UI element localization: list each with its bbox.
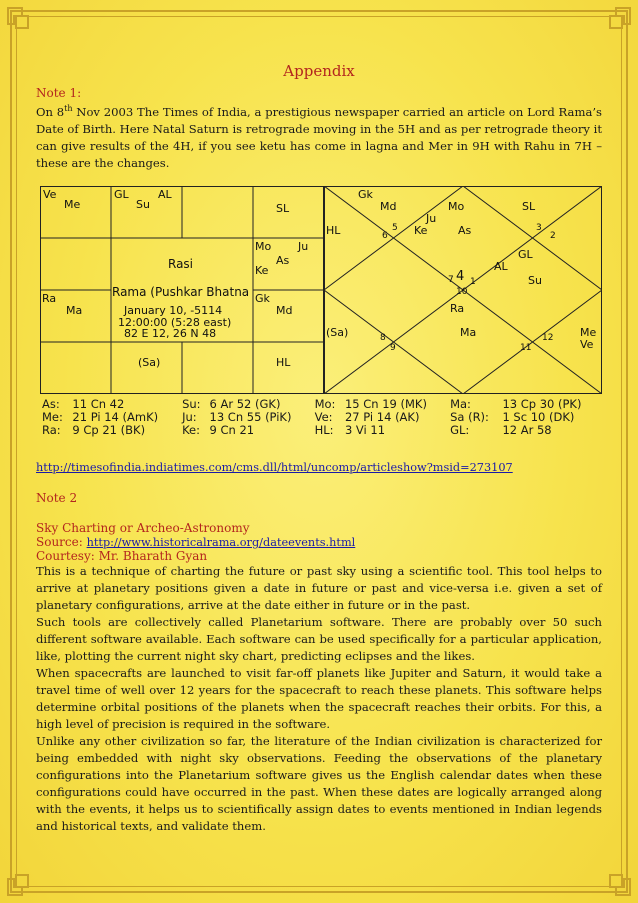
note2-subtitle: Sky Charting or Archeo-Astronomy: [36, 520, 250, 535]
knot-ornament-icon: [2, 861, 42, 901]
table-cell: 9 Cn 21: [209, 422, 255, 437]
main-content: [36, 62, 602, 835]
table-cell: 13 Cp 30 (PK): [502, 396, 582, 411]
knot-ornament-icon: [596, 2, 636, 42]
note2-paragraph-1: This is a technique of charting the future or past sky using a scientific tool. This tool helps to arrive at planetary positions given a date in future or past and vice-versa i.e. given a set of planetary configurations, arrive at the date either in future or in the past.: [36, 563, 602, 612]
table-cell: Sa (R):: [450, 409, 489, 424]
north-house-2: 2: [550, 230, 556, 241]
rasi-sa: (Sa): [138, 355, 161, 369]
table-cell: 9 Cp 21 (BK): [72, 422, 146, 437]
rasi-md: Md: [276, 303, 293, 317]
knot-ornament-icon: [2, 2, 42, 42]
north-ju: Ju: [426, 211, 437, 225]
table-cell: 3 Vi 11: [344, 422, 386, 437]
north-su: Su: [528, 273, 542, 287]
table-cell: 12 Ar 58: [502, 422, 552, 437]
north-house-1: 1: [470, 276, 476, 287]
rasi-gl: GL: [114, 187, 129, 201]
north-house-12: 12: [542, 332, 554, 343]
table-cell: Ve:: [314, 409, 333, 424]
north-house-6: 6: [382, 230, 388, 241]
rasi-gk: Gk: [255, 291, 270, 305]
table-cell: 15 Cn 19 (MK): [344, 396, 427, 411]
north-gl: GL: [518, 247, 533, 261]
rasi-ra: Ra: [42, 291, 57, 305]
north-ma: Ma: [460, 325, 477, 339]
note1-paragraph: [36, 100, 602, 172]
north-house-3: 3: [536, 222, 542, 233]
times-of-india-link[interactable]: http://timesofindia.indiatimes.com/cms.dll/html/uncomp/articleshow?msid=273107: [36, 460, 513, 474]
planet-positions-table: [40, 398, 602, 437]
courtesy-line: Courtesy: Mr. Bharath Gyan: [36, 548, 208, 563]
table-cell: 27 Pi 14 (AK): [344, 409, 420, 424]
rasi-mo: Mo: [255, 239, 272, 253]
rasi-center-time: 12:00:00 (5:28 east): [118, 315, 232, 329]
note1-superscript: th: [64, 104, 73, 113]
rasi-ve: Ve: [43, 187, 57, 201]
north-gk: Gk: [358, 187, 373, 201]
note1-label: Note 1:: [36, 86, 82, 100]
table-cell: 6 Ar 52 (GK): [209, 396, 281, 411]
rasi-sl: SL: [276, 201, 290, 215]
source-line: [36, 535, 602, 549]
rasi-chart: [40, 186, 324, 394]
rasi-me: Me: [64, 197, 81, 211]
rasi-as: As: [276, 253, 290, 267]
north-md: Md: [380, 199, 397, 213]
north-me: Me: [580, 325, 597, 339]
north-ve: Ve: [580, 337, 594, 351]
rasi-center-title: Rasi: [168, 256, 194, 271]
north-mo: Mo: [448, 199, 465, 213]
north-ke: Ke: [414, 223, 428, 237]
table-cell: As:: [42, 396, 60, 411]
table-cell: Me:: [42, 409, 63, 424]
north-al: AL: [494, 259, 508, 273]
north-house-11: 11: [520, 342, 532, 353]
table-cell: Ma:: [450, 396, 471, 411]
knot-ornament-icon: [596, 861, 636, 901]
note2-paragraph-3: When spacecrafts are launched to visit far-off planets like Jupiter and Saturn, it would take a travel time of well over 12 years for the spacecraft to reach these planets. This software helps determine orbital positions of the planets when the spacecraft reaches their orbits. For this, a high level of precision is required in the software.: [36, 665, 602, 731]
north-house-10: 10: [456, 286, 468, 297]
table-cell: Ju:: [182, 409, 197, 424]
rasi-center-date: January 10, -5114: [124, 303, 223, 317]
source-label: Source:: [36, 534, 87, 549]
north-house-9: 9: [390, 342, 396, 353]
note1-text-rest: Nov 2003 The Times of India, a prestigious newspaper carried an article on Lord Rama’s Date of Birth. Here Natal Saturn is retrograde moving in the 5H and as per retrograde theory it can give results of the 4H, if you see ketu has come in lagna and Mer in 9H with Rahu in 7H – these are the changes.: [36, 104, 602, 170]
rasi-hl: HL: [276, 355, 291, 369]
rasi-ma: Ma: [66, 303, 83, 317]
rasi-al: AL: [158, 187, 172, 201]
table-row: [40, 424, 602, 437]
rasi-center-name: Rama (Pushkar Bhatna: [112, 284, 250, 299]
rasi-ke: Ke: [255, 263, 269, 277]
north-house-4: 4: [456, 268, 465, 284]
note2-label: Note 2: [36, 490, 78, 505]
horoscope-charts: [36, 180, 602, 442]
note2-paragraph-4: Unlike any other civilization so far, the literature of the Indian civilization is characterized for being embedded with night sky observations. Feeding the observations of the planetary configurations into the Planetarium software gives us the English calendar dates when these configurations could have occurred in the past. When these dates are logically arranged along with the events, it helps us to scientifically assign dates to events mentioned in Indian legends and historical texts, and validate them.: [36, 733, 602, 833]
table-row: [40, 411, 602, 424]
table-cell: Ke:: [182, 422, 200, 437]
table-cell: Mo:: [314, 396, 336, 411]
north-house-7: 7: [448, 274, 454, 285]
north-hl: HL: [326, 223, 341, 237]
north-as: As: [458, 223, 472, 237]
page-title: Appendix: [283, 62, 355, 80]
table-cell: Ra:: [42, 422, 61, 437]
table-cell: 1 Sc 10 (DK): [502, 409, 575, 424]
north-sa: (Sa): [326, 325, 349, 339]
rasi-su: Su: [136, 197, 150, 211]
north-ra: Ra: [450, 301, 465, 315]
table-cell: Su:: [182, 396, 201, 411]
north-sl: SL: [522, 199, 536, 213]
table-cell: HL:: [314, 422, 334, 437]
north-house-8: 8: [380, 332, 386, 343]
table-row: [40, 398, 602, 411]
rasi-ju: Ju: [298, 239, 309, 253]
table-cell: 21 Pi 14 (AmK): [72, 409, 159, 424]
table-cell: 11 Cn 42: [72, 396, 125, 411]
table-cell: GL:: [450, 422, 470, 437]
table-cell: 13 Cn 55 (PiK): [209, 409, 292, 424]
north-indian-chart: [324, 186, 602, 394]
historicalrama-link[interactable]: http://www.historicalrama.org/dateevents.html: [86, 535, 356, 549]
north-house-5: 5: [392, 222, 398, 233]
note2-paragraph-2: Such tools are collectively called Planetarium software. There are probably over 50 such different software available. Each software can be used specifically for a particular application, like, plotting the current night sky chart, predicting eclipses and the likes.: [36, 614, 602, 663]
note1-text-start: On 8: [36, 104, 65, 119]
rasi-center-place: 82 E 12, 26 N 48: [124, 326, 217, 340]
